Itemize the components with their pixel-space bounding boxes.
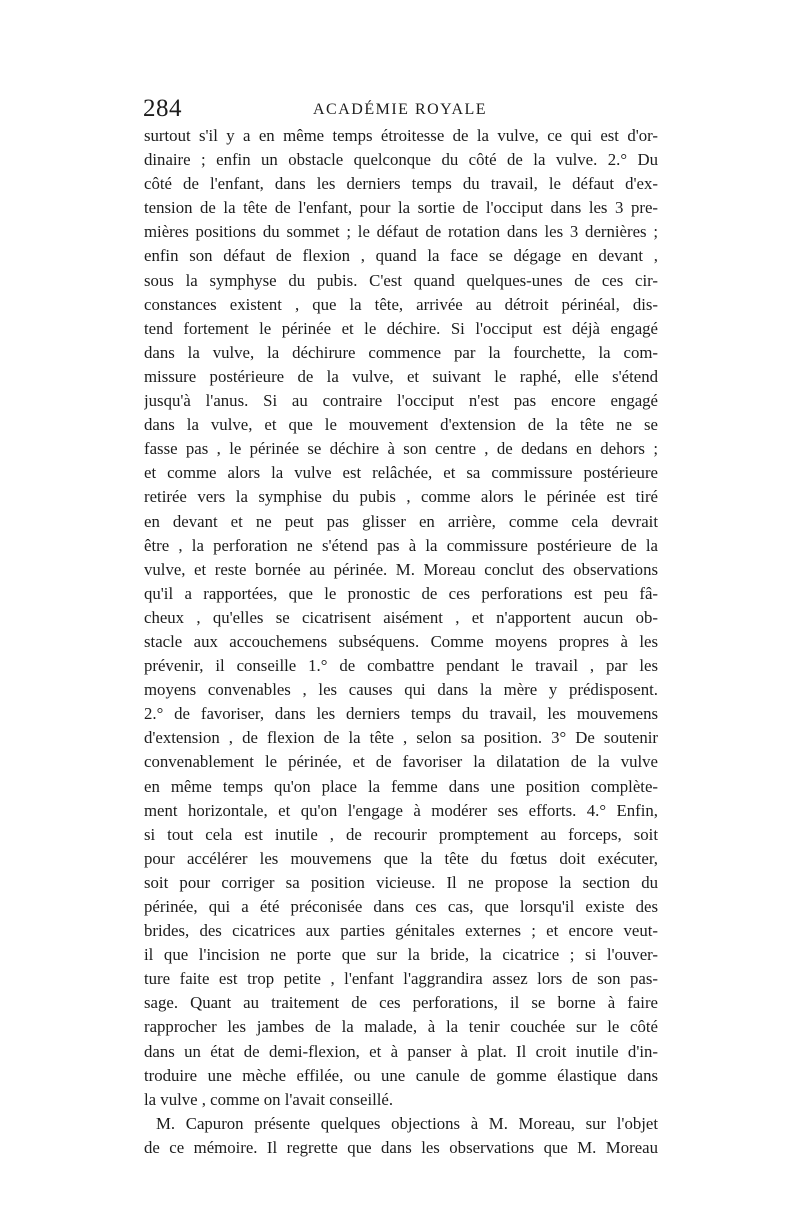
paragraph-start-line: M. Capuron présente quelques objections à M. Moreau, sur l'objet: [156, 1113, 658, 1133]
text-line: en devant et ne peut pas glisser en arrière, comme cela devrait: [144, 511, 658, 531]
text-line: il que l'incision ne porte que sur la bride, la cicatrice ; si l'ouver-: [144, 945, 658, 965]
text-line: surtout s'il y a en même temps étroitesse de la vulve, ce qui est d'or-: [144, 126, 658, 145]
text-line: côté de l'enfant, dans les derniers temps du travail, le défaut d'ex-: [144, 174, 658, 194]
text-line: tend fortement le périnée et le déchire. Si l'occiput est déjà engagé: [144, 318, 658, 338]
text-line: dinaire ; enfin un obstacle quelconque du côté de la vulve. 2.° Du: [144, 150, 658, 170]
text-line: 2.° de favoriser, dans les derniers temps du travail, les mouvemens: [144, 704, 658, 724]
text-line: vulve, et reste bornée au périnée. M. Moreau conclut des observations: [144, 559, 658, 579]
text-line: si tout cela est inutile , de recourir promptement au forceps, soit: [144, 824, 658, 844]
text-line: pour accélérer les mouvemens que la tête du fœtus doit exécuter,: [144, 848, 658, 868]
text-line: d'extension , de flexion de la tête , selon sa position. 3° De soutenir: [144, 728, 658, 748]
text-line: soit pour corriger sa position vicieuse. Il ne propose la section du: [144, 872, 658, 892]
text-line: jusqu'à l'anus. Si au contraire l'occiput n'est pas encore engagé: [144, 391, 658, 411]
body-text: [144, 124, 658, 1160]
text-line: sous la symphyse du pubis. C'est quand quelques-unes de ces cir-: [144, 270, 658, 290]
text-line: rapprocher les jambes de la malade, à la tenir couchée sur le côté: [144, 1017, 658, 1037]
text-line: retirée vers la symphise du pubis , comme alors le périnée est tiré: [144, 487, 658, 507]
text-line: missure postérieure de la vulve, et suivant le raphé, elle s'étend: [144, 366, 658, 386]
text-line: brides, des cicatrices aux parties génitales externes ; et encore veut-: [144, 921, 658, 941]
text-line: sage. Quant au traitement de ces perforations, il se borne à faire: [144, 993, 658, 1013]
text-line: fasse pas , le périnée se déchire à son centre , de dedans en dehors ;: [144, 439, 658, 459]
text-line: dans la vulve, la déchirure commence par la fourchette, la com-: [144, 342, 658, 362]
text-line: enfin son défaut de flexion , quand la face se dégage en devant ,: [144, 246, 658, 266]
text-line: qu'il a rapportées, que le pronostic de ces perforations est peu fâ-: [144, 583, 658, 603]
text-line: être , la perforation ne s'étend pas à la commissure postérieure de la: [144, 535, 658, 555]
text-line: ment horizontale, et qu'on l'engage à modérer ses efforts. 4.° Enfin,: [144, 800, 658, 820]
text-line: convenablement le périnée, et de favoriser la dilatation de la vulve: [144, 752, 658, 772]
text-line: de ce mémoire. Il regrette que dans les observations que M. Moreau: [144, 1137, 658, 1157]
text-line: en même temps qu'on place la femme dans une position complète-: [144, 776, 658, 796]
text-line: mières positions du sommet ; le défaut de rotation dans les 3 dernières ;: [144, 222, 658, 242]
text-line: tension de la tête de l'enfant, pour la sortie de l'occiput dans les 3 pre-: [144, 198, 658, 218]
text-line: moyens convenables , les causes qui dans la mère y prédisposent.: [144, 680, 658, 700]
text-line: dans la vulve, et que le mouvement d'extension de la tête ne se: [144, 415, 658, 435]
text-line: troduire une mèche effilée, ou une canule de gomme élastique dans: [144, 1065, 658, 1085]
text-line: dans un état de demi-flexion, et à panser à plat. Il croit inutile d'in-: [144, 1041, 658, 1061]
text-line: stacle aux accouchemens subséquens. Comme moyens propres à les: [144, 631, 658, 651]
text-line: cheux , qu'elles se cicatrisent aisément , et n'apportent aucun ob-: [144, 607, 658, 627]
text-line: constances existent , que la tête, arrivée au détroit périnéal, dis-: [144, 294, 658, 314]
text-line: périnée, qui a été préconisée dans ces cas, que lorsqu'il existe des: [144, 897, 658, 916]
page-number: 284: [143, 95, 182, 122]
text-line: ture faite est trop petite , l'enfant l'aggrandira assez lors de son pas-: [144, 969, 658, 989]
text-line: et comme alors la vulve est relâchée, et sa commissure postérieure: [144, 463, 658, 483]
running-head: ACADÉMIE ROYALE: [313, 101, 488, 118]
text-line: prévenir, il conseille 1.° de combattre pendant le travail , par les: [144, 656, 658, 676]
page-header: [143, 94, 658, 124]
paragraph-end-line: la vulve , comme on l'avait conseillé.: [144, 1089, 394, 1109]
